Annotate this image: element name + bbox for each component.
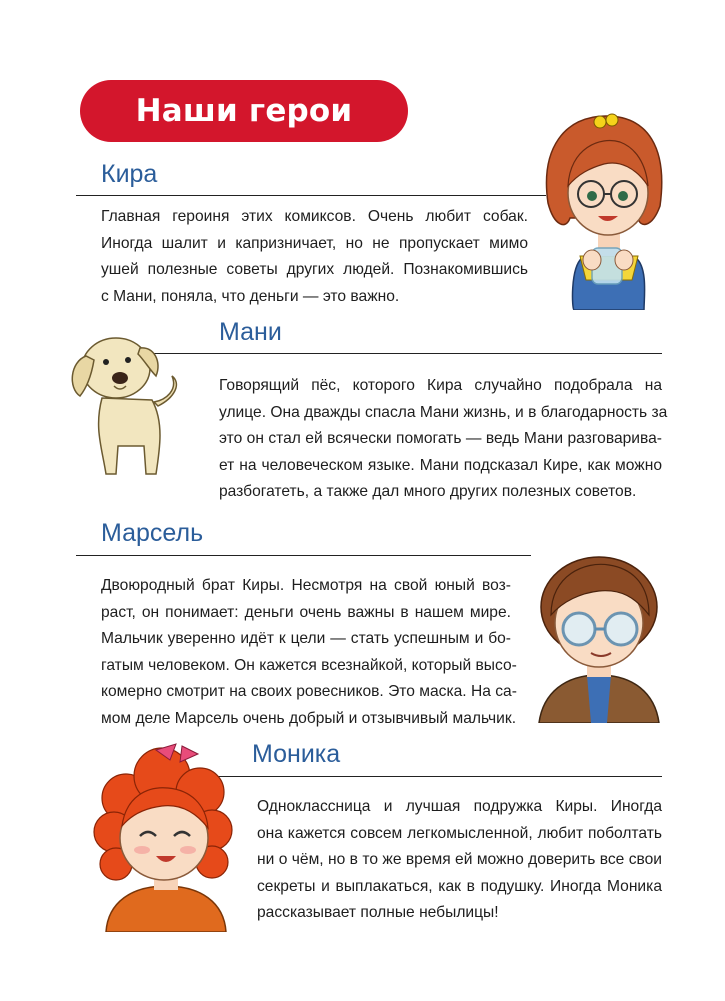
text-line: Двоюродный брат Киры. Несмотря на свой юный воз- bbox=[101, 577, 511, 594]
page-title: Наши герои bbox=[135, 93, 353, 129]
text-line: секреты и выплакаться, как в подушку. Иногда Моника bbox=[257, 877, 662, 895]
marsel-illustration bbox=[525, 545, 671, 723]
text-line: ни о чём, но в то же время ей можно доверить все свои bbox=[257, 851, 662, 868]
character-text-mani bbox=[219, 373, 668, 506]
text-line: разбогатеть, а также дал много других полезных советов. bbox=[219, 483, 637, 500]
character-text-monika bbox=[257, 794, 662, 927]
text-line: рассказывает полные небылицы! bbox=[257, 904, 499, 921]
text-line: с Мани, поняла, что деньги — это важно. bbox=[101, 287, 400, 305]
text-line: ет на человеческом языке. Мани подсказал Кире, как можно bbox=[219, 456, 662, 474]
monika-illustration bbox=[86, 740, 244, 932]
divider-mani bbox=[150, 353, 662, 354]
text-line: Говорящий пёс, которого Кира случайно подобрала на bbox=[219, 377, 662, 394]
text-line: гатым человеком. Он кажется всезнайкой, который высо- bbox=[101, 656, 517, 674]
text-line: Главная героиня этих комиксов. Очень любит собак. bbox=[101, 208, 528, 225]
character-name-monika: Моника bbox=[252, 740, 341, 768]
text-line: Одноклассница и лучшая подружка Киры. Иногда bbox=[257, 798, 662, 815]
text-line: раст, он понимает: деньги очень важны в нашем мире. bbox=[101, 603, 511, 621]
text-line: это он стал ей всячески помогать — ведь Мани разговарива- bbox=[219, 430, 662, 447]
text-line: мом деле Марсель очень добрый и отзывчивый мальчик. bbox=[101, 709, 517, 727]
mani-dog-illustration bbox=[66, 318, 186, 478]
text-line: ушей полезные советы других людей. Познакомившись bbox=[101, 261, 528, 278]
divider-marsel bbox=[76, 555, 531, 556]
character-name-marsel: Марсель bbox=[101, 519, 204, 547]
text-line: Мальчик уверенно идёт к цели — стать успешным и бо- bbox=[101, 630, 511, 647]
divider-kira bbox=[76, 195, 546, 196]
title-banner bbox=[80, 80, 408, 142]
character-text-marsel bbox=[101, 573, 517, 732]
text-line: комерно смотрит на своих ровесников. Это маска. На са- bbox=[101, 683, 517, 700]
divider-monika bbox=[176, 776, 662, 777]
character-name-kira: Кира bbox=[101, 160, 158, 188]
character-text-kira bbox=[101, 204, 528, 310]
text-line: она кажется совсем легкомысленной, любит поболтать bbox=[257, 824, 662, 842]
text-line: Иногда шалит и капризничает, но не пропускает мимо bbox=[101, 234, 528, 252]
text-line: улице. Она дважды спасла Мани жизнь, и в благодарность за bbox=[219, 403, 668, 421]
character-name-mani: Мани bbox=[219, 318, 282, 346]
kira-illustration bbox=[540, 108, 670, 310]
